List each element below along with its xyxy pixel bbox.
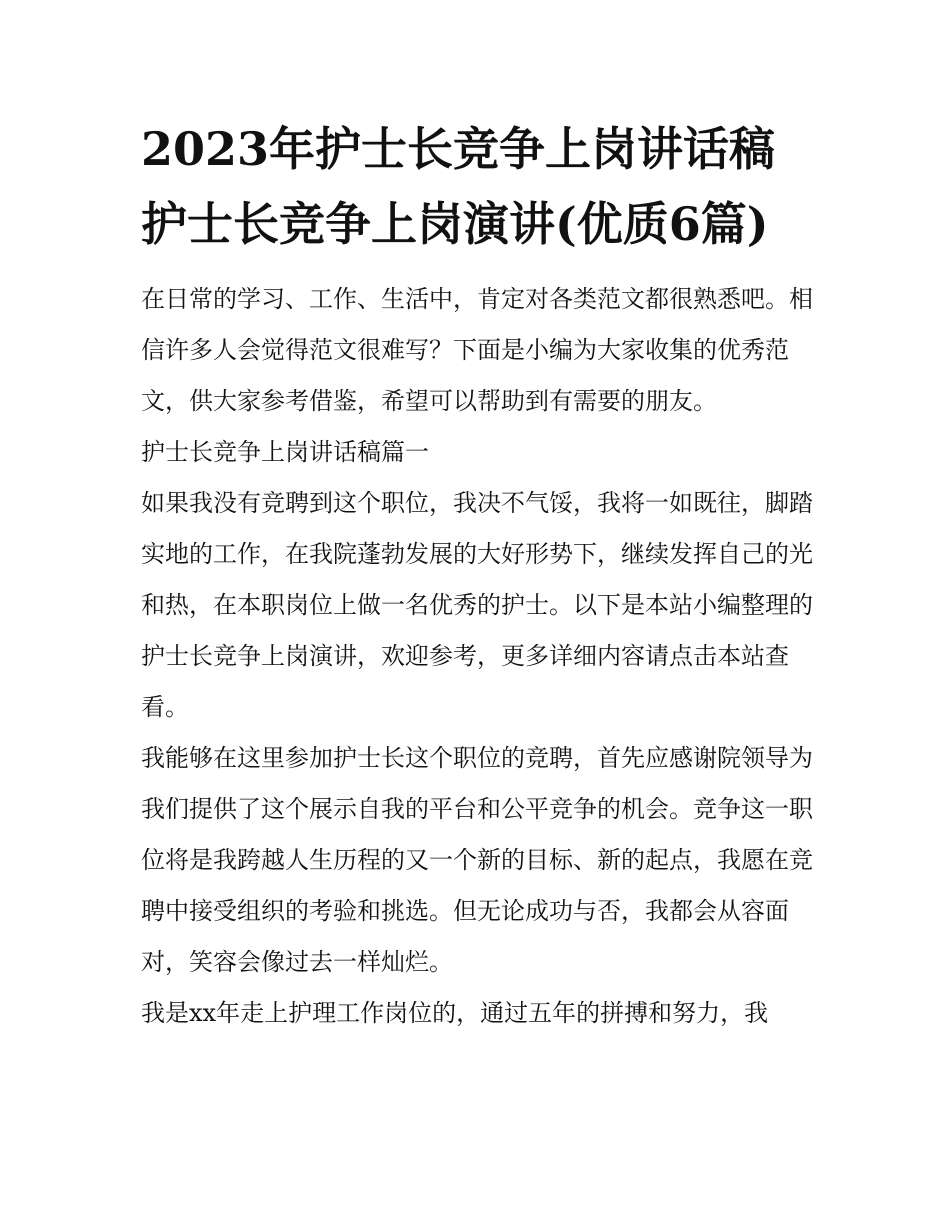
document-title: 2023年护士长竞争上岗讲话稿 护士长竞争上岗演讲(优质6篇) (141, 122, 776, 251)
body-paragraph: 如果我没有竞聘到这个职位，我决不气馁，我将一如既往，脚踏实地的工作，在我院蓬勃发展的大好形势下，继续发挥自己的光和热，在本职岗位上做一名优秀的护士。以下是本站小编整理的护士长竞争上岗演讲，欢迎参考，更多详细内容请点击本站查看。 (141, 489, 813, 721)
section-heading: 护士长竞争上岗讲话稿篇一 (141, 438, 429, 466)
intro-paragraph: 在日常的学习、工作、生活中，肯定对各类范文都很熟悉吧。相信许多人会觉得范文很难写？下面是小编为大家收集的优秀范文，供大家参考借鉴，希望可以帮助到有需要的朋友。 (141, 285, 813, 415)
body-paragraph: 我能够在这里参加护士长这个职位的竞聘，首先应感谢院领导为我们提供了这个展示自我的平台和公平竞争的机会。竞争这一职位将是我跨越人生历程的又一个新的目标、新的起点，我愿在竞聘中接受组织的考验和挑选。但无论成功与否，我都会从容面对，笑容会像过去一样灿烂。 (141, 744, 813, 976)
document-page (141, 112, 813, 1039)
body-paragraph: 我是xx年走上护理工作岗位的，通过五年的拼搏和努力，我 (141, 999, 769, 1027)
